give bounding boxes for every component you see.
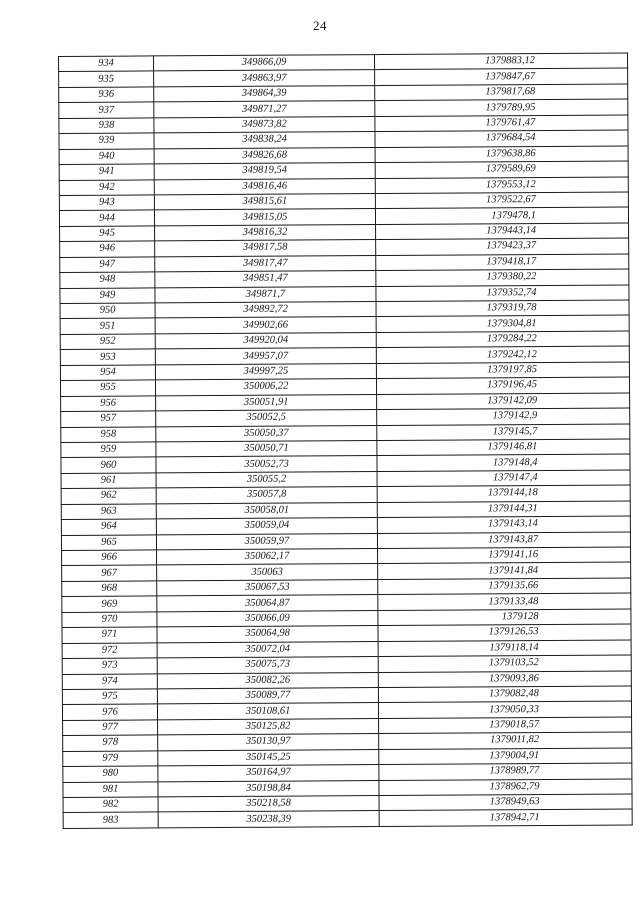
point-number-cell: 978 <box>63 735 158 751</box>
x-coordinate-cell: 350059,04 <box>156 518 377 535</box>
point-number-cell: 935 <box>59 71 154 87</box>
x-coordinate-cell: 350064,98 <box>157 626 378 643</box>
x-coordinate-cell: 349892,72 <box>155 302 376 319</box>
point-number-cell: 954 <box>60 365 155 381</box>
x-coordinate-cell: 349819,54 <box>154 163 375 180</box>
y-coordinate-cell: 1379004,91 <box>379 748 632 765</box>
y-coordinate-cell: 1379522,67 <box>375 192 628 209</box>
point-number-cell: 963 <box>61 504 156 520</box>
point-number-cell: 949 <box>60 287 155 303</box>
x-coordinate-cell: 349997,25 <box>155 363 376 380</box>
x-coordinate-cell: 350082,26 <box>157 672 378 689</box>
x-coordinate-cell: 350164,97 <box>158 765 379 782</box>
point-number-cell: 977 <box>63 720 158 736</box>
y-coordinate-cell: 1379135,66 <box>378 578 631 595</box>
point-number-cell: 976 <box>62 704 157 720</box>
point-number-cell: 950 <box>60 303 155 319</box>
point-number-cell: 968 <box>62 581 157 597</box>
y-coordinate-cell: 1379145,7 <box>377 424 630 441</box>
x-coordinate-cell: 349851,47 <box>155 271 376 288</box>
y-coordinate-cell: 1379146,81 <box>377 439 630 456</box>
y-coordinate-cell: 1379684,54 <box>375 130 628 147</box>
point-number-cell: 981 <box>63 781 158 797</box>
y-coordinate-cell: 1378942,71 <box>379 809 632 826</box>
x-coordinate-cell: 349902,66 <box>155 317 376 334</box>
x-coordinate-cell: 350052,73 <box>156 456 377 473</box>
y-coordinate-cell: 1378962,79 <box>379 779 632 796</box>
y-coordinate-cell: 1379478,1 <box>375 207 628 224</box>
y-coordinate-cell: 1379143,14 <box>377 516 630 533</box>
y-coordinate-cell: 1379443,14 <box>376 223 629 240</box>
x-coordinate-cell: 350057,8 <box>156 487 377 504</box>
y-coordinate-cell: 1379082,48 <box>378 686 631 703</box>
x-coordinate-cell: 349871,27 <box>154 101 375 118</box>
y-coordinate-cell: 1379128 <box>378 609 631 626</box>
point-number-cell: 957 <box>61 411 156 427</box>
point-number-cell: 966 <box>62 550 157 566</box>
table-row <box>63 809 632 828</box>
x-coordinate-cell: 350067,53 <box>157 579 378 596</box>
point-number-cell: 945 <box>60 226 155 242</box>
point-number-cell: 956 <box>61 396 156 412</box>
y-coordinate-cell: 1379126,53 <box>378 624 631 641</box>
y-coordinate-cell: 1379638,86 <box>375 146 628 163</box>
point-number-cell: 975 <box>62 689 157 705</box>
y-coordinate-cell: 1379817,68 <box>375 84 628 101</box>
point-number-cell: 953 <box>60 349 155 365</box>
x-coordinate-cell: 349817,58 <box>155 240 376 257</box>
x-coordinate-cell: 350075,73 <box>157 657 378 674</box>
x-coordinate-cell: 350052,5 <box>156 410 377 427</box>
y-coordinate-cell: 1379197,85 <box>376 362 629 379</box>
y-coordinate-cell: 1379141,16 <box>378 547 631 564</box>
y-coordinate-cell: 1379352,74 <box>376 285 629 302</box>
x-coordinate-cell: 350062,17 <box>157 549 378 566</box>
point-number-cell: 969 <box>62 596 157 612</box>
x-coordinate-cell: 349838,24 <box>154 132 375 149</box>
point-number-cell: 934 <box>59 56 154 72</box>
y-coordinate-cell: 1379847,67 <box>375 68 628 85</box>
y-coordinate-cell: 1379133,48 <box>378 593 631 610</box>
x-coordinate-cell: 349871,7 <box>155 286 376 303</box>
y-coordinate-cell: 1379050,33 <box>378 701 631 718</box>
y-coordinate-cell: 1379093,86 <box>378 671 631 688</box>
point-number-cell: 983 <box>63 812 158 828</box>
y-coordinate-cell: 1379789,95 <box>375 99 628 116</box>
x-coordinate-cell: 350066,09 <box>157 610 378 627</box>
x-coordinate-cell: 349957,07 <box>155 348 376 365</box>
point-number-cell: 965 <box>61 534 156 550</box>
x-coordinate-cell: 350055,2 <box>156 471 377 488</box>
point-number-cell: 938 <box>59 118 154 134</box>
point-number-cell: 967 <box>62 565 157 581</box>
x-coordinate-cell: 350058,01 <box>156 502 377 519</box>
point-number-cell: 960 <box>61 457 156 473</box>
point-number-cell: 940 <box>59 149 154 165</box>
point-number-cell: 936 <box>59 87 154 103</box>
x-coordinate-cell: 350059,97 <box>156 533 377 550</box>
x-coordinate-cell: 350063 <box>157 564 378 581</box>
x-coordinate-cell: 350089,77 <box>157 687 378 704</box>
y-coordinate-cell: 1379304,81 <box>376 315 629 332</box>
x-coordinate-cell: 349873,82 <box>154 116 375 133</box>
point-number-cell: 948 <box>60 272 155 288</box>
y-coordinate-cell: 1379103,52 <box>378 655 631 672</box>
point-number-cell: 955 <box>60 380 155 396</box>
coordinates-table <box>58 53 633 829</box>
y-coordinate-cell: 1379883,12 <box>374 53 627 70</box>
y-coordinate-cell: 1379196,45 <box>376 377 629 394</box>
y-coordinate-cell: 1378989,77 <box>379 763 632 780</box>
x-coordinate-cell: 349863,97 <box>154 70 375 87</box>
x-coordinate-cell: 349815,61 <box>154 194 375 211</box>
y-coordinate-cell: 1379380,22 <box>376 269 629 286</box>
point-number-cell: 973 <box>62 658 157 674</box>
point-number-cell: 962 <box>61 488 156 504</box>
x-coordinate-cell: 350130,97 <box>158 734 379 751</box>
y-coordinate-cell: 1379144,31 <box>377 501 630 518</box>
point-number-cell: 958 <box>61 426 156 442</box>
x-coordinate-cell: 350238,39 <box>158 811 379 828</box>
page-number: 24 <box>313 18 327 33</box>
y-coordinate-cell: 1379319,78 <box>376 300 629 317</box>
y-coordinate-cell: 1379143,87 <box>377 532 630 549</box>
y-coordinate-cell: 1379147,4 <box>377 470 630 487</box>
point-number-cell: 944 <box>59 210 154 226</box>
point-number-cell: 971 <box>62 627 157 643</box>
point-number-cell: 939 <box>59 133 154 149</box>
point-number-cell: 959 <box>61 442 156 458</box>
x-coordinate-cell: 350072,04 <box>157 641 378 658</box>
point-number-cell: 942 <box>59 179 154 195</box>
point-number-cell: 982 <box>63 797 158 813</box>
y-coordinate-cell: 1379242,12 <box>376 346 629 363</box>
y-coordinate-cell: 1378949,63 <box>379 794 632 811</box>
x-coordinate-cell: 350064,87 <box>157 595 378 612</box>
x-coordinate-cell: 349816,32 <box>155 224 376 241</box>
point-number-cell: 970 <box>62 612 157 628</box>
coordinates-table-body <box>59 53 633 828</box>
x-coordinate-cell: 350006,22 <box>155 379 376 396</box>
x-coordinate-cell: 349864,39 <box>154 85 375 102</box>
y-coordinate-cell: 1379148,4 <box>377 454 630 471</box>
y-coordinate-cell: 1379761,47 <box>375 115 628 132</box>
point-number-cell: 964 <box>61 519 156 535</box>
y-coordinate-cell: 1379589,69 <box>375 161 628 178</box>
point-number-cell: 946 <box>60 241 155 257</box>
y-coordinate-cell: 1379284,22 <box>376 331 629 348</box>
x-coordinate-cell: 350051,91 <box>156 394 377 411</box>
point-number-cell: 952 <box>60 334 155 350</box>
point-number-cell: 951 <box>60 318 155 334</box>
x-coordinate-cell: 350108,61 <box>157 703 378 720</box>
point-number-cell: 941 <box>59 164 154 180</box>
x-coordinate-cell: 349816,46 <box>154 178 375 195</box>
x-coordinate-cell: 349815,05 <box>154 209 375 226</box>
y-coordinate-cell: 1379142,09 <box>377 393 630 410</box>
point-number-cell: 972 <box>62 643 157 659</box>
x-coordinate-cell: 350125,82 <box>158 718 379 735</box>
point-number-cell: 947 <box>60 257 155 273</box>
y-coordinate-cell: 1379418,17 <box>376 254 629 271</box>
y-coordinate-cell: 1379144,18 <box>377 485 630 502</box>
point-number-cell: 961 <box>61 473 156 489</box>
y-coordinate-cell: 1379423,37 <box>376 238 629 255</box>
point-number-cell: 979 <box>63 751 158 767</box>
y-coordinate-cell: 1379142,9 <box>377 408 630 425</box>
y-coordinate-cell: 1379118,14 <box>378 640 631 657</box>
point-number-cell: 943 <box>59 195 154 211</box>
x-coordinate-cell: 350050,37 <box>156 425 377 442</box>
x-coordinate-cell: 350050,71 <box>156 440 377 457</box>
y-coordinate-cell: 1379553,12 <box>375 177 628 194</box>
x-coordinate-cell: 349866,09 <box>154 55 375 72</box>
x-coordinate-cell: 350198,84 <box>158 780 379 797</box>
y-coordinate-cell: 1379141,84 <box>378 562 631 579</box>
x-coordinate-cell: 349920,04 <box>155 332 376 349</box>
point-number-cell: 980 <box>63 766 158 782</box>
x-coordinate-cell: 349817,47 <box>155 255 376 272</box>
x-coordinate-cell: 350145,25 <box>158 749 379 766</box>
y-coordinate-cell: 1379011,82 <box>379 732 632 749</box>
y-coordinate-cell: 1379018,57 <box>379 717 632 734</box>
x-coordinate-cell: 349826,68 <box>154 147 375 164</box>
point-number-cell: 974 <box>62 673 157 689</box>
point-number-cell: 937 <box>59 102 154 118</box>
x-coordinate-cell: 350218,58 <box>158 796 379 813</box>
